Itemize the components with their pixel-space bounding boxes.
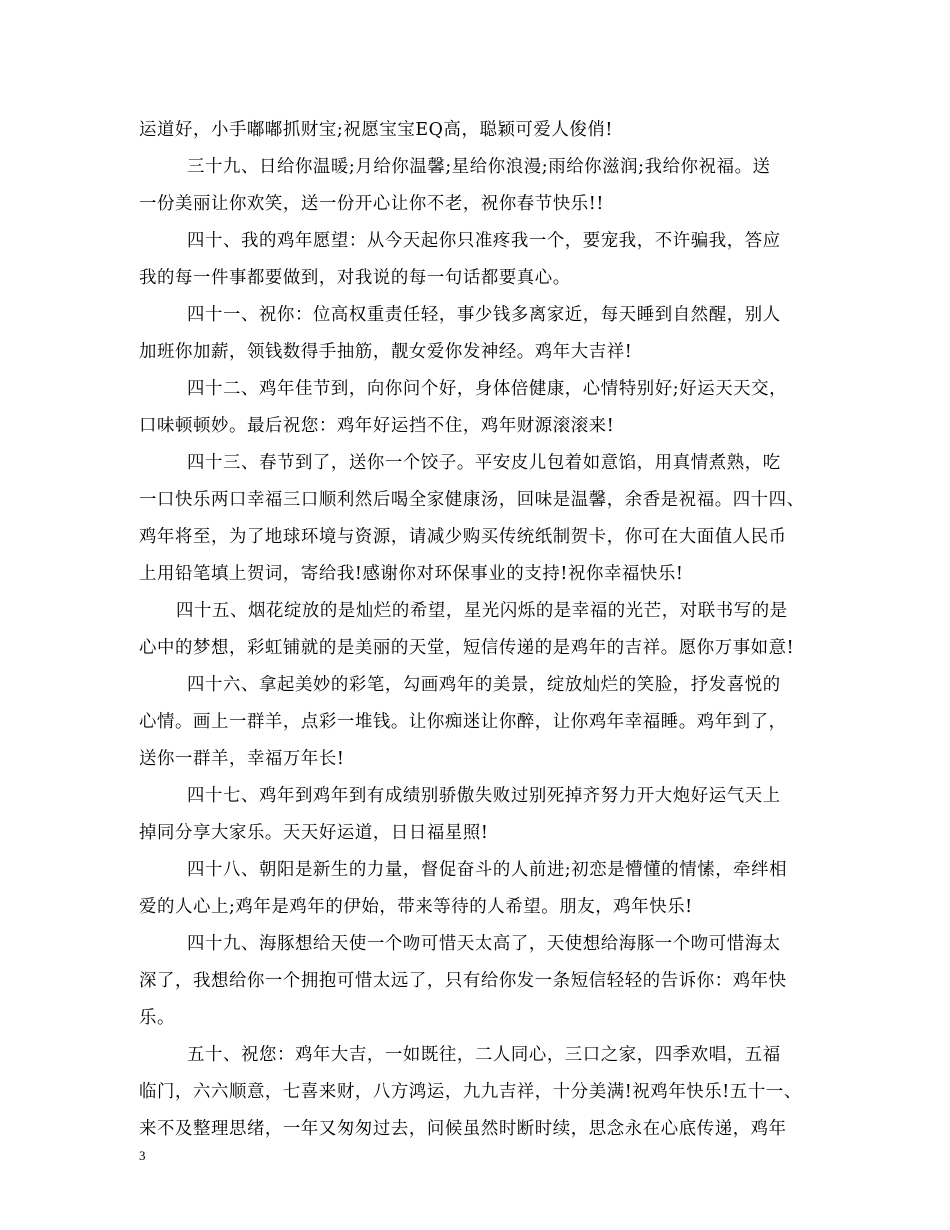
text-line: 深了，我想给你一个拥抱可惜太远了，只有给你发一条短信轻轻的告诉你：鸡年快 <box>139 971 787 991</box>
text-line: 五十、祝您：鸡年大吉，一如既往，二人同心，三口之家，四季欢唱，五福 <box>187 1045 781 1065</box>
text-line: 临门，六六顺意，七喜来财，八方鸿运，九九吉祥，十分美满!祝鸡年快乐!五十一、 <box>139 1082 802 1102</box>
text-line: 四十七、鸡年到鸡年到有成绩别骄傲失败过别死掉齐努力开大炮好运气天上 <box>187 786 781 806</box>
text-line: 四十九、海豚想给天使一个吻可惜天太高了，天使想给海豚一个吻可惜海太 <box>187 934 781 954</box>
text-line: 三十九、日给你温暖;月给你温馨;星给你浪漫;雨给你滋润;我给你祝福。送 <box>187 157 771 177</box>
text-line: 我的每一件事都要做到，对我说的每一句话都要真心。 <box>139 268 571 288</box>
text-line: 送你一群羊，幸福万年长! <box>139 749 345 769</box>
text-line: 四十三、春节到了，送你一个饺子。平安皮儿包着如意馅，用真情煮熟，吃 <box>187 453 781 473</box>
text-line: 爱的人心上;鸡年是鸡年的伊始，带来等待的人希望。朋友，鸡年快乐! <box>139 897 693 917</box>
text-line: 心情。画上一群羊，点彩一堆钱。让你痴迷让你醉，让你鸡年幸福睡。鸡年到了， <box>139 712 787 732</box>
text-line: 四十五、烟花绽放的是灿烂的希望，星光闪烁的是幸福的光芒，对联书写的是 <box>176 601 788 621</box>
text-line: 四十、我的鸡年愿望：从今天起你只准疼我一个，要宠我，不许骗我，答应 <box>187 231 781 251</box>
text-line: 一口快乐两口幸福三口顺利然后喝全家健康汤，回味是温馨，余香是祝福。四十四、 <box>139 490 805 510</box>
text-line: 运道好，小手嘟嘟抓财宝;祝愿宝宝EQ高，聪颖可爱人俊俏! <box>139 120 613 140</box>
text-line: 加班你加薪，领钱数得手抽筋，靓女爱你发神经。鸡年大吉祥! <box>139 342 633 362</box>
text-line: 乐。 <box>139 1008 175 1028</box>
text-line: 四十六、拿起美妙的彩笔，勾画鸡年的美景，绽放灿烂的笑脸，抒发喜悦的 <box>187 675 781 695</box>
text-line: 上用铅笔填上贺词，寄给我!感谢你对环保事业的支持!祝你幸福快乐! <box>139 564 684 584</box>
text-line: 心中的梦想，彩虹铺就的是美丽的天堂，短信传递的是鸡年的吉祥。愿你万事如意! <box>139 638 795 658</box>
text-line: 四十一、祝你：位高权重责任轻，事少钱多离家近，每天睡到自然醒，别人 <box>187 305 781 325</box>
text-line: 四十八、朝阳是新生的力量，督促奋斗的人前进;初恋是懵懂的情愫，牵绊相 <box>187 860 788 880</box>
text-line: 口味顿顿妙。最后祝您：鸡年好运挡不住，鸡年财源滚滚来! <box>139 416 615 436</box>
text-line: 来不及整理思绪，一年又匆匆过去，问候虽然时断时续，思念永在心底传递，鸡年 <box>139 1119 787 1139</box>
text-line: 掉同分享大家乐。天天好运道，日日福星照! <box>139 823 489 843</box>
text-line: 一份美丽让你欢笑，送一份开心让你不老，祝你春节快乐!! <box>139 194 604 214</box>
page-number: 3 <box>139 1148 146 1163</box>
text-line: 鸡年将至，为了地球环境与资源，请减少购买传统纸制贺卡，你可在大面值人民币 <box>139 527 787 547</box>
text-line: 四十二、鸡年佳节到，向你问个好，身体倍健康，心情特别好;好运天天交， <box>187 379 788 399</box>
